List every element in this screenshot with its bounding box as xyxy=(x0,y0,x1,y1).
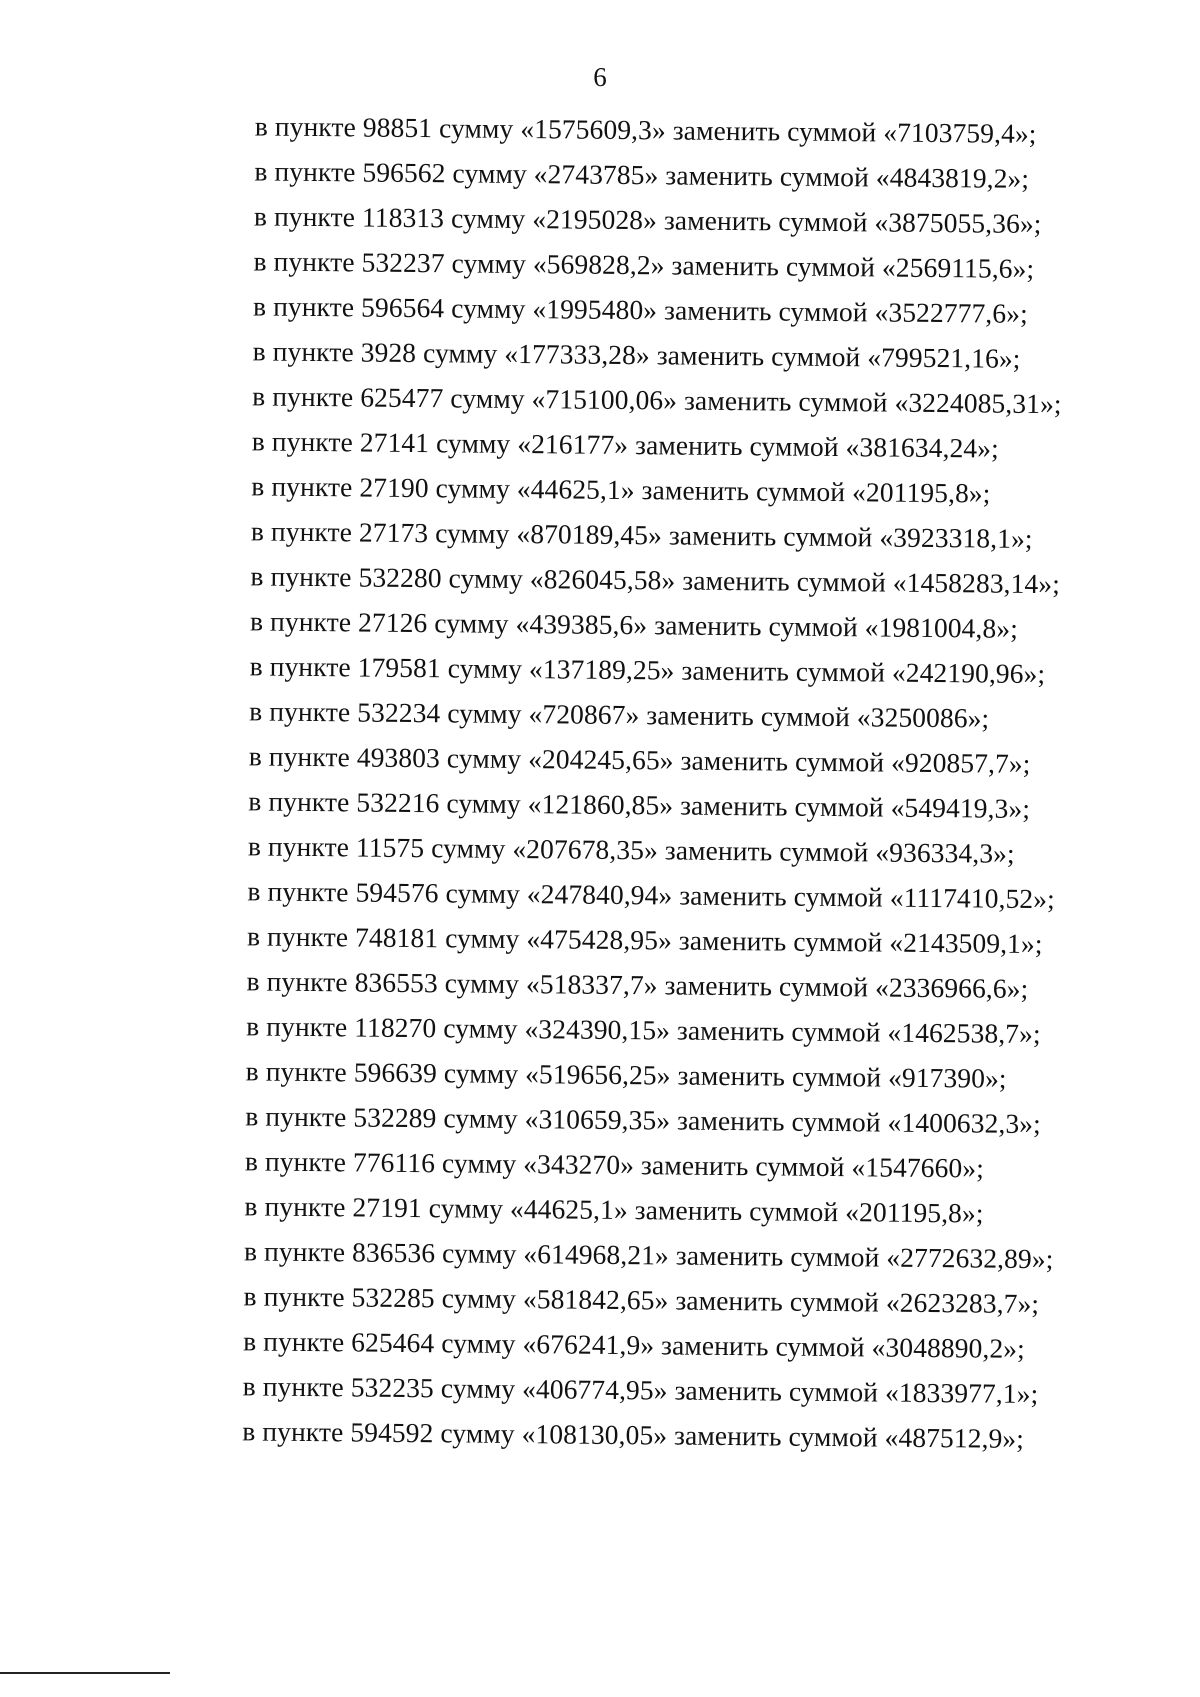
amendment-line: в пункте 27141 сумму «216177» заменить суммой «381634,24»; xyxy=(251,425,999,464)
amendment-line: в пункте 532280 сумму «826045,58» заменить суммой «1458283,14»; xyxy=(250,560,1061,600)
page-number: 6 xyxy=(593,62,607,92)
amendment-line: в пункте 625477 сумму «715100,06» заменить суммой «3224085,31»; xyxy=(252,380,1062,420)
amendment-line: в пункте 179581 сумму «137189,25» заменить суммой «242190,96»; xyxy=(249,650,1046,690)
amendment-line: в пункте 748181 сумму «475428,95» заменить суммой «2143509,1»; xyxy=(246,920,1043,960)
footnote-separator-rule xyxy=(0,1672,170,1674)
amendment-line: в пункте 98851 сумму «1575609,3» заменить суммой «7103759,4»; xyxy=(254,110,1037,149)
amendment-line: в пункте 836553 сумму «518337,7» заменить суммой «2336966,6»; xyxy=(246,965,1029,1004)
amendment-line: в пункте 493803 сумму «204245,65» заменить суммой «920857,7»; xyxy=(248,740,1031,779)
amendment-line: в пункте 836536 сумму «614968,21» заменить суммой «2772632,89»; xyxy=(243,1235,1054,1275)
amendment-line: в пункте 532234 сумму «720867» заменить суммой «3250086»; xyxy=(249,695,990,734)
amendment-line: в пункте 776116 сумму «343270» заменить суммой «1547660»; xyxy=(244,1145,985,1184)
amendment-line: в пункте 625464 сумму «676241,9» заменить суммой «3048890,2»; xyxy=(243,1325,1026,1364)
amendment-line: в пункте 594576 сумму «247840,94» заменить суммой «1117410,52»; xyxy=(247,875,1055,915)
amendment-line: в пункте 532289 сумму «310659,35» заменить суммой «1400632,3»; xyxy=(245,1100,1042,1140)
amendment-line: в пункте 118313 сумму «2195028» заменить суммой «3875055,36»; xyxy=(253,200,1042,240)
amendment-line: в пункте 27191 сумму «44625,1» заменить суммой «201195,8»; xyxy=(244,1190,984,1229)
amendment-list xyxy=(0,108,1200,1599)
amendment-line: в пункте 118270 сумму «324390,15» заменить суммой «1462538,7»; xyxy=(246,1010,1041,1050)
amendment-line: в пункте 596564 сумму «1995480» заменить суммой «3522777,6»; xyxy=(252,290,1028,329)
amendment-line: в пункте 532285 сумму «581842,65» заменить суммой «2623283,7»; xyxy=(243,1280,1040,1320)
amendment-line: в пункте 27126 сумму «439385,6» заменить суммой «1981004,8»; xyxy=(249,605,1019,644)
amendment-line: в пункте 594592 сумму «108130,05» заменить суммой «487512,9»; xyxy=(242,1415,1025,1454)
amendment-line: в пункте 596562 сумму «2743785» заменить суммой «4843819,2»; xyxy=(254,155,1030,194)
amendment-line: в пункте 3928 сумму «177333,28» заменить суммой «799521,16»; xyxy=(252,335,1021,374)
amendment-line: в пункте 532235 сумму «406774,95» заменить суммой «1833977,1»; xyxy=(242,1370,1039,1410)
amendment-line: в пункте 11575 сумму «207678,35» заменить суммой «936334,3»; xyxy=(247,830,1015,869)
amendment-line: в пункте 532237 сумму «569828,2» заменить суммой «2569115,6»; xyxy=(253,245,1035,284)
amendment-line: в пункте 27190 сумму «44625,1» заменить суммой «201195,8»; xyxy=(251,470,991,509)
amendment-line: в пункте 27173 сумму «870189,45» заменить суммой «3923318,1»; xyxy=(250,515,1033,554)
amendment-line: в пункте 532216 сумму «121860,85» заменить суммой «549419,3»; xyxy=(248,785,1031,824)
amendment-line: в пункте 596639 сумму «519656,25» заменить суммой «917390»; xyxy=(245,1055,1007,1094)
